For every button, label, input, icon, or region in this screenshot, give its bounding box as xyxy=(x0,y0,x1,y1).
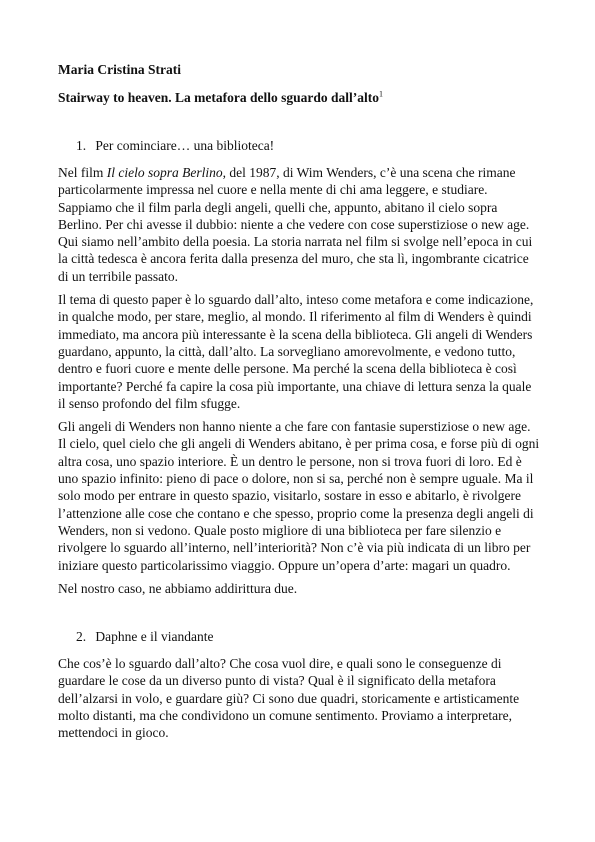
section-2-paragraph-1: Che cos’è lo sguardo dall’alto? Che cosa vuol dire, e quali sono le conseguenze di guardare le cose da un diverso punto di vista? Qual è il significato della metafora dell’alzarsi in volo, e guardare giù? Ci sono due quadri, storicamente e artisticamente molto distanti, ma che condividono un comune sentimento. Proviamo a interpretare, mettendoci in gioco. xyxy=(58,656,520,741)
section-2-heading xyxy=(58,629,540,645)
footnote-mark[interactable]: 1 xyxy=(378,89,383,99)
section-2-number: 2. xyxy=(76,629,87,645)
section-1-paragraph-4: Nel nostro caso, ne abbiamo addirittura due. xyxy=(58,580,298,596)
section-1-number: 1. xyxy=(76,138,87,153)
section-1-paragraph-2: Il tema di questo paper è lo sguardo dall’alto, inteso come metafora e come indicazione, in qualche modo, per stare, meglio, al mondo. Il riferimento al film di Wenders è quindi immediato, ma ancora più interessante è la scena della biblioteca. Gli angeli di Wenders guardano, appunto, la città, dall’alto. La sorvegliano amorevolmente, e vedono tutto, dentro e fuori cuore e mente delle persone. Ma perché la scena della biblioteca è così importante? Perché fa capire la cosa più importante, una chiave di lettura senza la quale il senso profondo del film sfugge. xyxy=(58,292,534,411)
section-1-heading xyxy=(58,138,540,154)
section-gap xyxy=(58,603,540,629)
paragraph-text: Nel film xyxy=(58,165,107,180)
section-1-paragraph-3: Gli angeli di Wenders non hanno niente a che fare con fantasie superstiziose o new age. Il cielo, quel cielo che gli angeli di Wenders abitano, è per prima cosa, e forse più di ogni altra cosa, uno spazio interiore. È un dentro le persone, non si trova fuori di loro. Ed è uno spazio infinito: pieno di pace o dolore, non si sa, perché non è sempre uguale. Ma il solo modo per entrare in questo spazio, visitarlo, sostare in esso e abitarlo, è rivolgere l’attenzione alle cose che contano e che spesso, proprio come la presenza degli angeli di Wenders, non si vedono. Quale posto migliore di una biblioteca per fare silenzio e rivolgere lo sguardo all’interno, nell’interiorità? Non c’è via più indicata di un libro per iniziare questo particolarissimo viaggio. Oppure un’opera d’arte: magari un quadro. xyxy=(58,419,540,573)
section-1-heading-text: Per cominciare… una biblioteca! xyxy=(95,138,275,153)
paper-title xyxy=(58,90,540,106)
paragraph-text: , del 1987, di Wim Wenders, c’è una scena che rimane particolarmente impressa nel cuore e nella mente di chi ama leggere, e studiare. Sappiamo che il film parla degli angeli, quelli che, appunto, abitano il cielo sopra Berlino. Per chi avesse il dubbio: niente a che vedere con cose superstiziose o new age. Qui siamo nell’ambito della poesia. La storia narrata nel film si svolge nell’epoca in cui la città tedesca è ancora ferita dalla presenza del muro, che sta lì, ingombrante cicatrice di un terribile passato. xyxy=(58,165,533,284)
author-name: Maria Cristina Strati xyxy=(58,62,181,77)
film-title: Il cielo sopra Berlino xyxy=(106,165,223,180)
section-1-paragraph-1 xyxy=(58,164,540,285)
paper-title-text: Stairway to heaven. La metafora dello sguardo dall’alto xyxy=(58,90,379,105)
page xyxy=(58,62,540,748)
section-2-heading-text: Daphne e il viandante xyxy=(95,629,214,645)
